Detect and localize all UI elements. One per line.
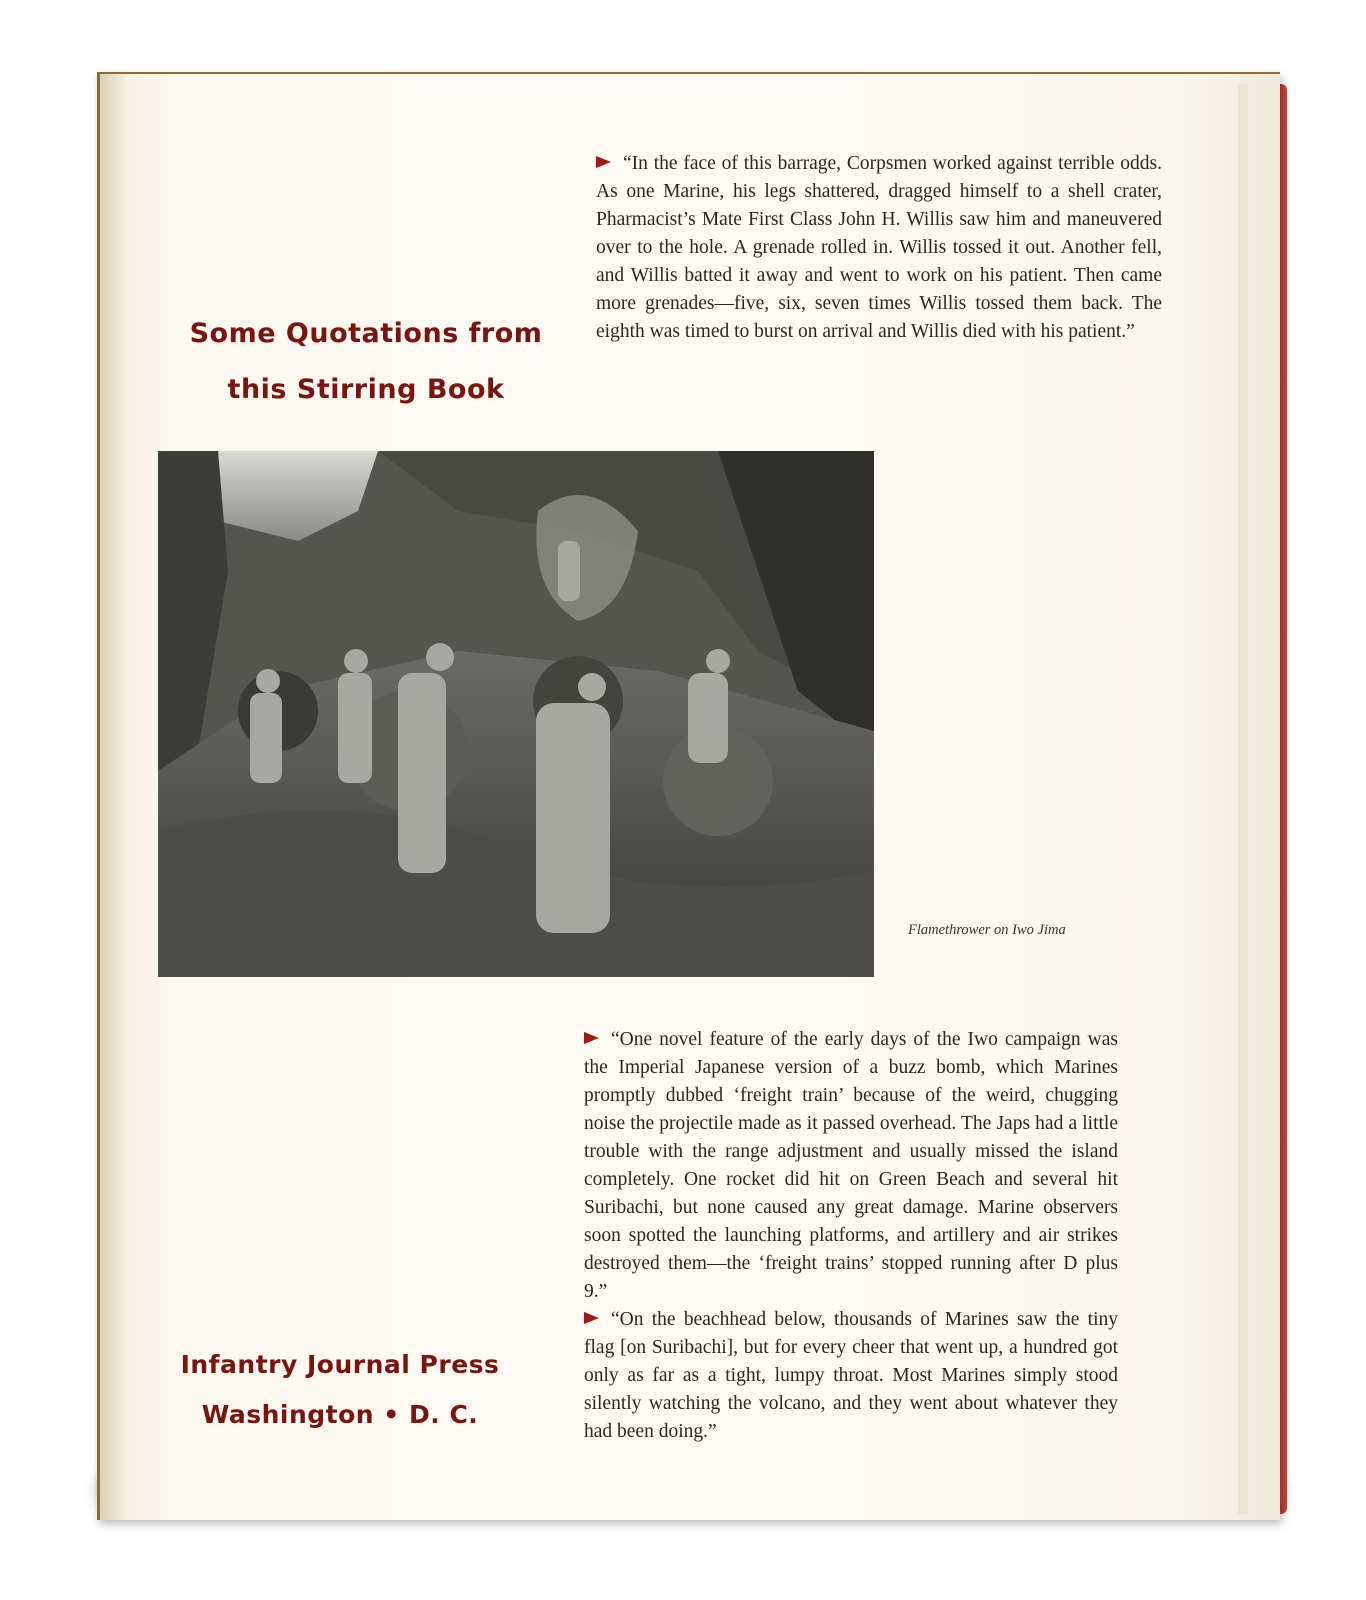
heading-line-1: Some Quotations from: [189, 318, 543, 349]
heading-line-2: this Stirring Book: [227, 374, 505, 405]
photo-caption: Flamethrower on Iwo Jima: [908, 922, 1066, 938]
publisher-city: Washington • D. C.: [201, 1400, 479, 1429]
arrow-bullet-icon: [596, 156, 611, 168]
photo-flamethrower: [158, 451, 874, 977]
quote-1-text: “In the face of this barrage, Corpsmen worked against terrible odds. As one Marine, his legs shattered, dragged himself to a shell crater, Pharmacist’s Mate First Class John H. Willis saw him and maneuvered over to the hole. A grenade rolled in. Willis tossed it out. Another fell, and Willis batted it away and went to work on his patient. Then came more grenades—five, six, seven times Willis tossed them back. The eighth was timed to burst on arrival and Willis died with his patient.”: [596, 153, 1162, 342]
cover-edge: [1238, 84, 1248, 1514]
quote-1: [596, 150, 1162, 346]
quote-2: [584, 1026, 1118, 1306]
quote-3-text: “On the beachhead below, thousands of Marines saw the tiny flag [on Suribachi], but for every cheer that went up, a hundred got only as far as a tight, lumpy throat. Most Marines simply stood silently watching the volcano, and they went about whatever they had been doing.”: [584, 1309, 1118, 1442]
arrow-bullet-icon: [584, 1312, 599, 1324]
arrow-bullet-icon: [584, 1032, 599, 1044]
publisher-name: Infantry Journal Press: [180, 1350, 500, 1379]
quote-2-text: “One novel feature of the early days of the Iwo campaign was the Imperial Japanese version of a buzz bomb, which Marines promptly dubbed ‘freight train’ because of the weird, chugging noise the projectile made as it passed overhead. The Japs had a little trouble with the range adjustment and usually missed the island completely. One rocket did hit on Green Beach and several hit Suribachi, but none caused any great damage. Marine observers soon spotted the launching platforms, and artillery and air strikes destroyed them—the ‘freight trains’ stopped running after D plus 9.”: [584, 1029, 1118, 1302]
quote-3: [584, 1306, 1118, 1446]
photo-image: [158, 451, 874, 977]
